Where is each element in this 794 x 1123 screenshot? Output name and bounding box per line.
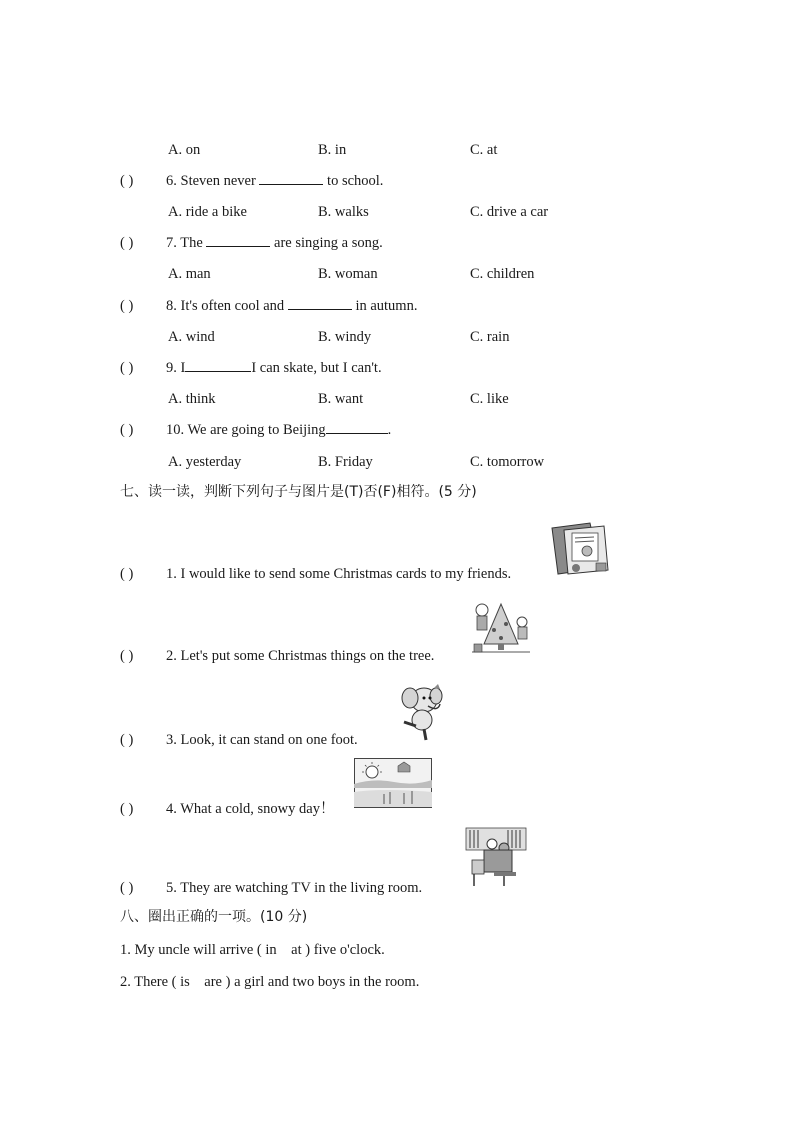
answer-blank[interactable] bbox=[326, 421, 388, 434]
question-6: ( ) 6. Steven never to school. bbox=[120, 173, 384, 189]
answer-paren[interactable]: ( ) bbox=[120, 360, 134, 376]
tf-item-1: ( ) 1. I would like to send some Christmas cards to my friends. bbox=[120, 566, 512, 582]
answer-paren[interactable]: ( ) bbox=[120, 880, 134, 896]
question-10: ( ) 10. We are going to Beijing . bbox=[120, 422, 392, 438]
option-b: B. want bbox=[318, 391, 364, 407]
answer-paren[interactable]: ( ) bbox=[120, 298, 134, 314]
option-a: A. man bbox=[168, 266, 211, 282]
answer-paren[interactable]: ( ) bbox=[120, 173, 134, 189]
option-c: C. at bbox=[470, 142, 498, 158]
christmas-card-image bbox=[550, 522, 612, 578]
tf-item-2: ( ) 2. Let's put some Christmas things on the tree. bbox=[120, 648, 435, 664]
option-c: C. drive a car bbox=[470, 204, 549, 220]
option-c: C. rain bbox=[470, 329, 510, 345]
christmas-tree-image bbox=[470, 600, 532, 658]
answer-blank[interactable] bbox=[288, 297, 352, 310]
option-a: A. ride a bike bbox=[168, 204, 247, 220]
snowy-landscape-image bbox=[354, 758, 432, 808]
tf-item-4: ( ) 4. What a cold, snowy day！ bbox=[120, 801, 335, 817]
question-9: ( ) 9. I I can skate, but I can't. bbox=[120, 360, 382, 376]
answer-paren[interactable]: ( ) bbox=[120, 422, 134, 438]
choice-are[interactable]: are bbox=[204, 974, 222, 990]
choice-at[interactable]: at bbox=[291, 942, 302, 958]
answer-paren[interactable]: ( ) bbox=[120, 235, 134, 251]
circle-item-1: 1. My uncle will arrive ( in at ) five o'clock. bbox=[120, 942, 385, 958]
option-b: B. Friday bbox=[318, 454, 373, 470]
answer-paren[interactable]: ( ) bbox=[120, 566, 134, 582]
circle-item-2: 2. There ( is are ) a girl and two boys in the room. bbox=[120, 974, 420, 990]
option-b: B. windy bbox=[318, 329, 372, 345]
section-7-heading: 七、读一读，判断下列句子与图片是(T)否(F)相符。(5 分) bbox=[120, 484, 477, 500]
option-a: A. on bbox=[168, 142, 201, 158]
option-b: B. woman bbox=[318, 266, 378, 282]
option-b: B. walks bbox=[318, 204, 369, 220]
option-b: B. in bbox=[318, 142, 347, 158]
answer-paren[interactable]: ( ) bbox=[120, 732, 134, 748]
option-a: A. yesterday bbox=[168, 454, 242, 470]
option-c: C. like bbox=[470, 391, 509, 407]
answer-blank[interactable] bbox=[185, 359, 251, 372]
question-7: ( ) 7. The are singing a song. bbox=[120, 235, 383, 251]
tf-item-3: ( ) 3. Look, it can stand on one foot. bbox=[120, 732, 358, 748]
tf-item-5: ( ) 5. They are watching TV in the living room. bbox=[120, 880, 423, 896]
elephant-image bbox=[394, 682, 446, 742]
living-room-image bbox=[464, 826, 528, 888]
choice-is[interactable]: is bbox=[180, 974, 190, 990]
option-a: A. think bbox=[168, 391, 216, 407]
option-c: C. tomorrow bbox=[470, 454, 545, 470]
answer-blank[interactable] bbox=[206, 234, 270, 247]
question-8: ( ) 8. It's often cool and in autumn. bbox=[120, 298, 418, 314]
answer-paren[interactable]: ( ) bbox=[120, 648, 134, 664]
section-8-heading: 八、圈出正确的一项。(10 分) bbox=[120, 909, 308, 925]
option-a: A. wind bbox=[168, 329, 215, 345]
choice-in[interactable]: in bbox=[265, 942, 277, 958]
answer-blank[interactable] bbox=[259, 172, 323, 185]
answer-paren[interactable]: ( ) bbox=[120, 801, 134, 817]
option-c: C. children bbox=[470, 266, 535, 282]
